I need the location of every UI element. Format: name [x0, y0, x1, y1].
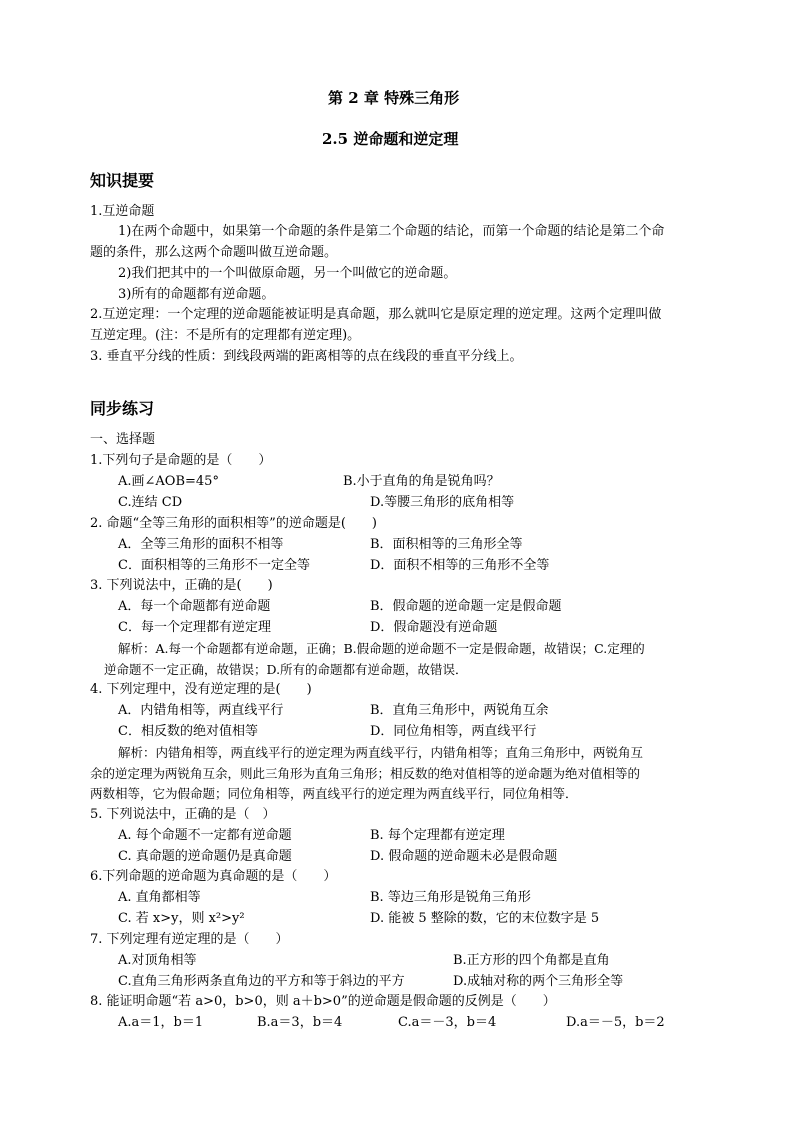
knowledge-item-2-line1: 2.互逆定理：一个定理的逆命题能被证明是真命题，那么就叫它是原定理的逆定理。这两个定理叫做 — [90, 307, 662, 322]
question-8-option-b: B.a＝3，b＝4 — [257, 1015, 343, 1030]
knowledge-item-1c: 3)所有的命题都有逆命题。 — [118, 287, 275, 302]
question-6-option-d: D. 能被 5 整除的数，它的末位数字是 5 — [370, 911, 600, 926]
question-5-option-a: A. 每个命题不一定都有逆命题 — [118, 828, 292, 843]
question-7-option-a: A.对顶角相等 — [118, 953, 197, 968]
question-8-option-c: C.a＝－3，b＝4 — [398, 1015, 497, 1030]
question-7-stem: 7. 下列定理有逆定理的是（ ） — [90, 932, 289, 947]
question-1-option-b: B.小于直角的角是锐角吗？ — [343, 474, 500, 489]
practice-heading: 同步练习 — [90, 399, 155, 418]
knowledge-heading: 知识提要 — [90, 171, 155, 190]
knowledge-item-1a-line2: 题的条件，那么这两个命题叫做互逆命题。 — [90, 245, 338, 260]
question-7-option-b: B.正方形的四个角都是直角 — [453, 953, 610, 968]
question-7-option-d: D.成轴对称的两个三角形全等 — [453, 974, 624, 989]
question-2-stem: 2. 命题“全等三角形的面积相等”的逆命题是( ) — [90, 516, 377, 531]
knowledge-item-2-line2: 互逆定理。(注：不是所有的定理都有逆定理)。 — [90, 328, 361, 343]
chapter-title: 第 2 章 特殊三角形 — [328, 89, 460, 107]
knowledge-item-1-title: 1.互逆命题 — [90, 204, 155, 219]
question-3-option-c: C．每一个定理都有逆定理 — [118, 620, 271, 635]
question-3-stem: 3. 下列说法中，正确的是( ) — [90, 578, 273, 593]
question-8-option-a: A.a＝1，b＝1 — [118, 1015, 204, 1030]
question-6-option-b: B. 等边三角形是锐角三角形 — [370, 890, 531, 905]
question-4-option-a: A．内错角相等，两直线平行 — [118, 703, 284, 718]
question-3-explanation-line1: 解析：A.每一个命题都有逆命题，正确；B.假命题的逆命题不一定是假命题，故错误；C.定理的 — [118, 641, 645, 656]
section-title: 2.5 逆命题和逆定理 — [322, 130, 459, 148]
question-5-stem: 5. 下列说法中，正确的是（ ） — [90, 807, 276, 822]
question-2-option-b: B．面积相等的三角形全等 — [370, 537, 523, 552]
question-7-option-c: C.直角三角形两条直角边的平方和等于斜边的平方 — [118, 974, 405, 989]
question-5-option-b: B. 每个定理都有逆定理 — [370, 828, 505, 843]
question-4-option-c: C．相反数的绝对值相等 — [118, 724, 258, 739]
question-3-option-a: A．每一个命题都有逆命题 — [118, 599, 271, 614]
question-6-stem: 6.下列命题的逆命题为真命题的是（ ） — [90, 869, 337, 884]
practice-part-label: 一、选择题 — [90, 432, 156, 447]
question-4-stem: 4. 下列定理中，没有逆定理的是( ) — [90, 682, 312, 697]
knowledge-item-3: 3. 垂直平分线的性质：到线段两端的距离相等的点在线段的垂直平分线上。 — [90, 349, 523, 364]
question-4-option-b: B．直角三角形中，两锐角互余 — [370, 703, 549, 718]
question-4-explanation-line2: 余的逆定理为两锐角互余，则此三角形为直角三角形；相反数的绝对值相等的逆命题为绝对值相等的 — [90, 766, 641, 781]
question-8-stem: 8. 能证明命题“若 a>0，b>0，则 a＋b>0”的逆命题是假命题的反例是（ ） — [90, 994, 556, 1009]
question-3-explanation-line2: 逆命题不一定正确，故错误；D.所有的命题都有逆命题，故错误． — [104, 662, 468, 677]
question-4-explanation-line3: 两数相等，它为假命题；同位角相等，两直线平行的逆定理为两直线平行，同位角相等． — [90, 786, 578, 801]
knowledge-item-1a-line1: 1)在两个命题中，如果第一个命题的条件是第二个命题的结论，而第一个命题的结论是第二个命 — [118, 224, 665, 239]
question-5-option-d: D. 假命题的逆命题未必是假命题 — [370, 849, 558, 864]
question-4-option-d: D．同位角相等，两直线平行 — [370, 724, 537, 739]
question-3-option-d: D．假命题没有逆命题 — [370, 620, 498, 635]
question-3-option-b: B．假命题的逆命题一定是假命题 — [370, 599, 562, 614]
question-6-option-a: A. 直角都相等 — [118, 890, 201, 905]
question-1-option-c: C.连结 CD — [118, 495, 183, 510]
knowledge-item-1b: 2)我们把其中的一个叫做原命题，另一个叫做它的逆命题。 — [118, 266, 457, 281]
question-2-option-d: D．面积不相等的三角形不全等 — [370, 558, 550, 573]
question-2-option-a: A．全等三角形的面积不相等 — [118, 537, 284, 552]
question-2-option-c: C．面积相等的三角形不一定全等 — [118, 558, 310, 573]
question-4-explanation-line1: 解析：内错角相等，两直线平行的逆定理为两直线平行，内错角相等；直角三角形中，两锐角互 — [118, 745, 644, 760]
question-1-option-d: D.等腰三角形的底角相等 — [370, 495, 515, 510]
question-1-option-a: A.画∠AOB=45° — [118, 474, 219, 489]
question-1-stem: 1.下列句子是命题的是（ ） — [90, 453, 272, 468]
question-6-option-c: C. 若 x>y，则 x²>y² — [118, 911, 245, 926]
question-5-option-c: C. 真命题的逆命题仍是真命题 — [118, 849, 292, 864]
question-8-option-d: D.a＝－5，b＝2 — [566, 1015, 665, 1030]
